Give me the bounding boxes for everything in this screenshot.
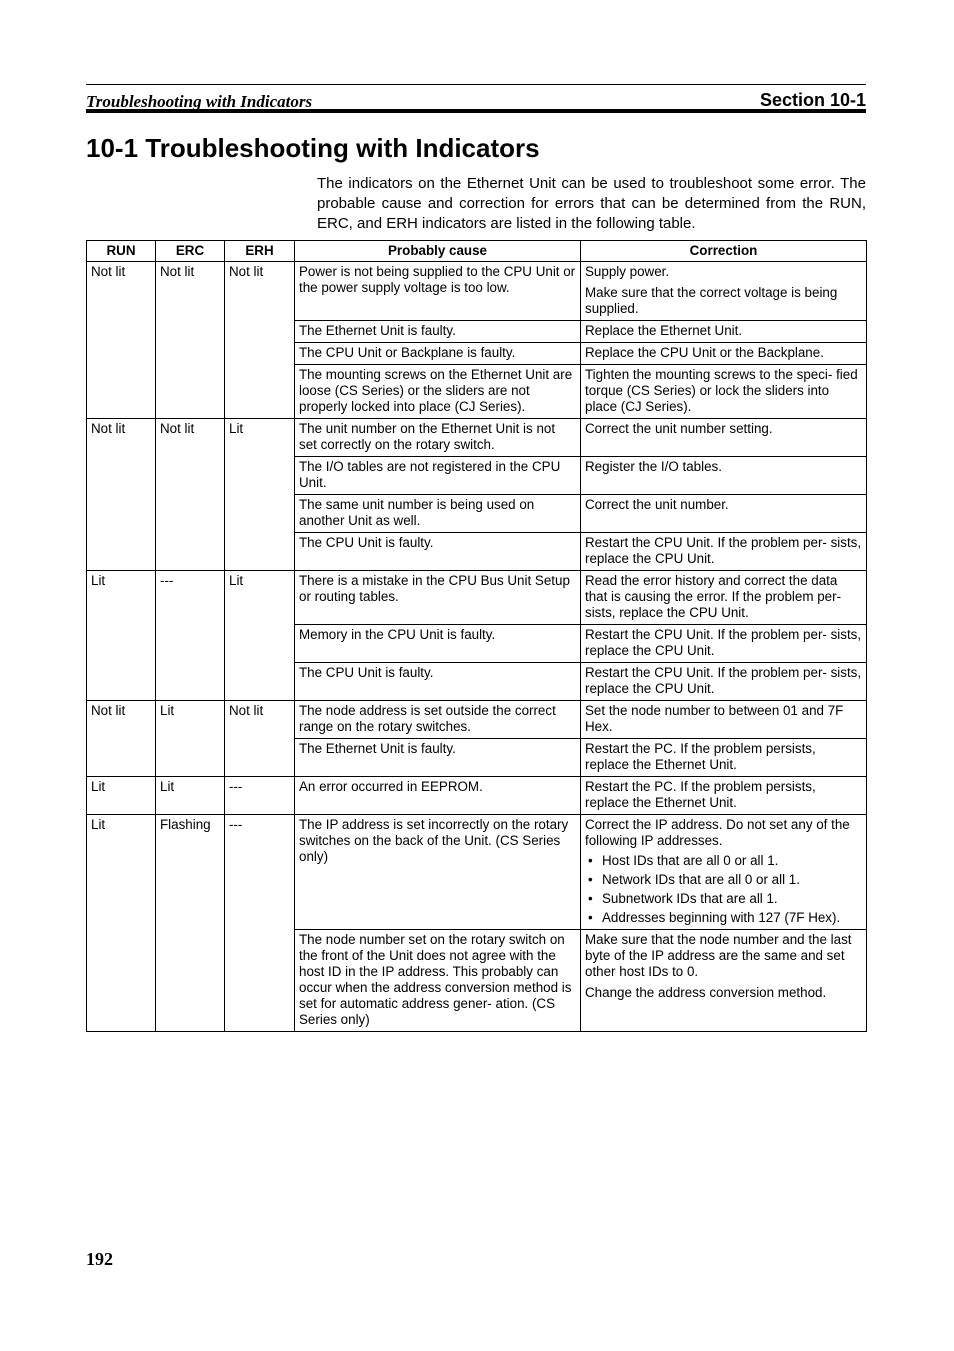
erc-cell: Lit [156, 777, 225, 815]
cause-cell: Memory in the CPU Unit is faulty. [295, 625, 581, 663]
correction-cell [581, 625, 867, 663]
run-cell: Not lit [87, 262, 156, 419]
correction-cell [581, 365, 867, 419]
cause-cell: The same unit number is being used on another Unit as well. [295, 495, 581, 533]
correction-text: Register the I/O tables. [585, 459, 722, 474]
table-row [87, 571, 867, 625]
correction-cell [581, 533, 867, 571]
running-title: Troubleshooting with Indicators [86, 92, 313, 111]
run-cell: Lit [87, 571, 156, 701]
address-list [585, 853, 862, 926]
header-erh: ERH [225, 241, 295, 262]
page-title: 10-1 Troubleshooting with Indicators [86, 133, 540, 163]
erh-cell: Not lit [225, 262, 295, 419]
erh-cell: Lit [225, 571, 295, 701]
correction-cell [581, 457, 867, 495]
erc-cell: Lit [156, 701, 225, 777]
correction-text: Replace the CPU Unit or the Backplane. [585, 345, 824, 360]
cause-cell: The Ethernet Unit is faulty. [295, 739, 581, 777]
erc-cell: Not lit [156, 419, 225, 571]
correction-text: Read the error history and correct the data that is causing the error. If the problem per- sists, replace the CPU Unit. [585, 573, 842, 620]
correction-cell [581, 930, 867, 1032]
cause-cell: The CPU Unit or Backplane is faulty. [295, 343, 581, 365]
header-cause: Probably cause [295, 241, 581, 262]
correction-cell [581, 571, 867, 625]
list-item: • Network IDs that are all 0 or all 1. [585, 872, 862, 888]
page-number: 192 [86, 1249, 113, 1269]
correction-cell [581, 419, 867, 457]
header-erc: ERC [156, 241, 225, 262]
correction-text: Correct the unit number. [585, 497, 729, 512]
cause-cell: The I/O tables are not registered in the CPU Unit. [295, 457, 581, 495]
table-row [87, 419, 867, 457]
correction-cell [581, 262, 867, 321]
run-cell: Lit [87, 815, 156, 1032]
run-cell: Not lit [87, 419, 156, 571]
page-header [86, 84, 866, 113]
table-row [87, 777, 867, 815]
correction-cell [581, 777, 867, 815]
correction-cell [581, 701, 867, 739]
correction-cell [581, 343, 867, 365]
cause-cell: The Ethernet Unit is faulty. [295, 321, 581, 343]
correction-text: Change the address conversion method. [585, 985, 827, 1000]
correction-text: Correct the IP address. Do not set any of the following IP addresses. [585, 817, 850, 848]
list-item: • Host IDs that are all 0 or all 1. [585, 853, 862, 869]
erc-cell: Flashing [156, 815, 225, 1032]
correction-text: Make sure that the correct voltage is being supplied. [585, 285, 838, 316]
run-cell: Lit [87, 777, 156, 815]
erh-cell: --- [225, 815, 295, 1032]
correction-text: Supply power. [585, 264, 670, 279]
correction-text: Restart the CPU Unit. If the problem per- sists, replace the CPU Unit. [585, 627, 862, 658]
cause-cell: Power is not being supplied to the CPU Unit or the power supply voltage is too low. [295, 262, 581, 321]
cause-cell: An error occurred in EEPROM. [295, 777, 581, 815]
correction-cell [581, 495, 867, 533]
correction-cell [581, 663, 867, 701]
correction-text: Replace the Ethernet Unit. [585, 323, 743, 338]
correction-cell [581, 321, 867, 343]
header-run: RUN [87, 241, 156, 262]
table-row [87, 815, 867, 930]
correction-cell [581, 739, 867, 777]
correction-text: Make sure that the node number and the last byte of the IP address are the same and set other host IDs to 0. [585, 932, 852, 979]
cause-cell: The unit number on the Ethernet Unit is not set correctly on the rotary switch. [295, 419, 581, 457]
table-body [87, 262, 867, 1032]
correction-text: Restart the PC. If the problem persists, replace the Ethernet Unit. [585, 741, 816, 772]
run-cell: Not lit [87, 701, 156, 777]
correction-text: Correct the unit number setting. [585, 421, 773, 436]
correction-text: Set the node number to between 01 and 7F Hex. [585, 703, 844, 734]
cause-cell: The CPU Unit is faulty. [295, 663, 581, 701]
intro-paragraph: The indicators on the Ethernet Unit can be used to troubleshoot some error. The probable cause and correction for errors that can be determined from the RUN, ERC, and ERH indicators are listed in the following table. [317, 175, 866, 232]
correction-text: Restart the CPU Unit. If the problem per- sists, replace the CPU Unit. [585, 665, 862, 696]
erc-cell: --- [156, 571, 225, 701]
erc-cell: Not lit [156, 262, 225, 419]
cause-cell: The IP address is set incorrectly on the rotary switches on the back of the Unit. (CS Series only) [295, 815, 581, 930]
table-row [87, 262, 867, 321]
correction-text: Restart the PC. If the problem persists, replace the Ethernet Unit. [585, 779, 816, 810]
erh-cell: Lit [225, 419, 295, 571]
table-row [87, 701, 867, 739]
header-correction: Correction [581, 241, 867, 262]
cause-cell: There is a mistake in the CPU Bus Unit Setup or routing tables. [295, 571, 581, 625]
erh-cell: Not lit [225, 701, 295, 777]
cause-cell: The node number set on the rotary switch on the front of the Unit does not agree with the host ID in the IP address. This probably can occur when the address conversion method is set for automatic address gener- ation. (CS Series only) [295, 930, 581, 1032]
erh-cell: --- [225, 777, 295, 815]
correction-cell [581, 815, 867, 930]
section-label: Section 10-1 [759, 90, 866, 110]
list-item: • Subnetwork IDs that are all 1. [585, 891, 862, 907]
correction-text: Tighten the mounting screws to the speci- fied torque (CS Series) or lock the sliders into place (CJ Series). [585, 367, 858, 414]
cause-cell: The CPU Unit is faulty. [295, 533, 581, 571]
list-item: • Addresses beginning with 127 (7F Hex). [585, 910, 862, 926]
troubleshooting-table [86, 240, 867, 1032]
cause-cell: The mounting screws on the Ethernet Unit are loose (CS Series) or the sliders are not properly locked into place (CJ Series). [295, 365, 581, 419]
correction-text: Restart the CPU Unit. If the problem per- sists, replace the CPU Unit. [585, 535, 862, 566]
table-header-row [87, 241, 867, 262]
cause-cell: The node address is set outside the correct range on the rotary switches. [295, 701, 581, 739]
